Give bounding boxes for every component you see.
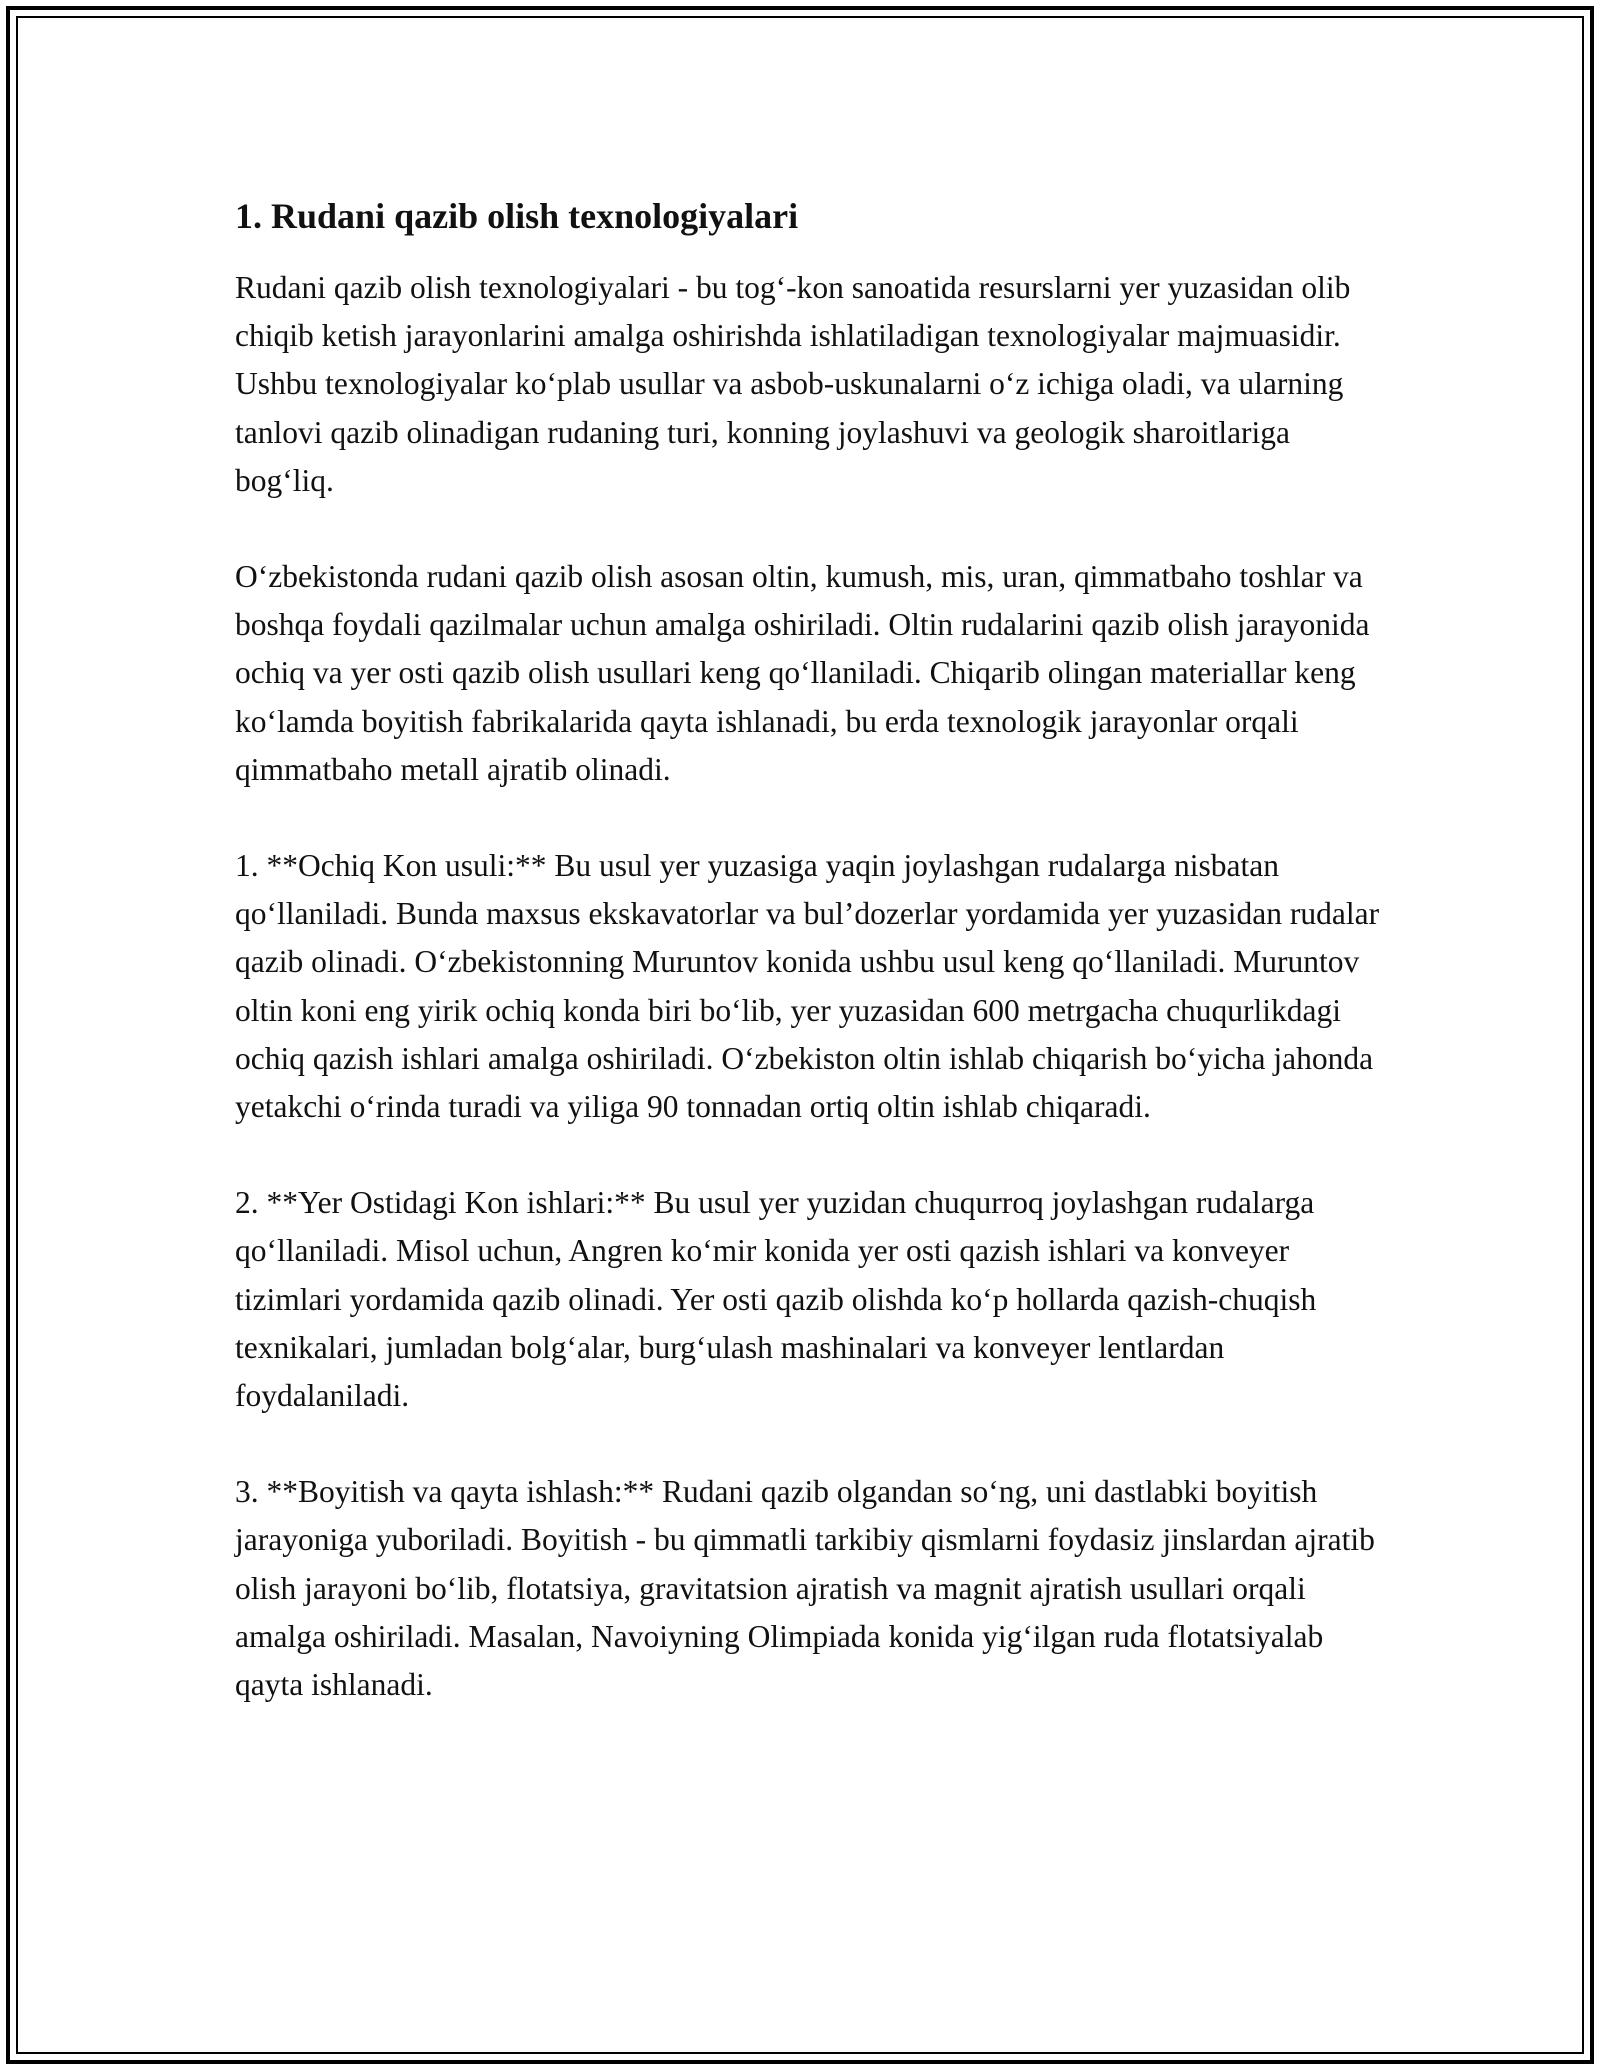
- paragraph-intro: Rudani qazib olish texnologiyalari - bu tog‘-kon sanoatida resurslarni yer yuzasidan olib chiqib ketish jarayonlarini amalga oshirishda ishlatiladigan texnologiyalar majmuasidir. Ushbu texnologiyalar ko‘plab usullar va asbob-uskunalarni o‘z ichiga oladi, va ularning tanlovi qazib olinadigan rudaning turi, konning joylashuvi va geologik sharoitlariga bog‘liq.: [235, 270, 1351, 498]
- document-title: 1. Rudani qazib olish texnologiyalari: [235, 196, 799, 236]
- paragraph-uzbekistan: O‘zbekistonda rudani qazib olish asosan oltin, kumush, mis, uran, qimmatbaho toshlar va boshqa foydali qazilmalar uchun amalga oshiriladi. Oltin rudalarini qazib olish jarayonida ochiq va yer osti qazib olish usullari keng qo‘llaniladi. Chiqarib olingan materiallar keng ko‘lamda boyitish fabrikalarida qayta ishlanadi, bu erda texnologik jarayonlar orqali qimmatbaho metall ajratib olinadi.: [235, 559, 1370, 787]
- paragraph-underground: 2. **Yer Ostidagi Kon ishlari:** Bu usul yer yuzidan chuqurroq joylashgan rudalarga qo‘llaniladi. Misol uchun, Angren ko‘mir konida yer osti qazish ishlari va konveyer tizimlari yordamida qazib olinadi. Yer osti qazib olishda ko‘p hollarda qazish-chuqish texnikalari, jumladan bolg‘alar, burg‘ulash mashinalari va konveyer lentlardan foydalaniladi.: [235, 1185, 1317, 1414]
- paragraph-beneficiation: 3. **Boyitish va qayta ishlash:** Rudani qazib olgandan so‘ng, uni dastlabki boyitish jarayoniga yuboriladi. Boyitish - bu qimmatli tarkibiy qismlarni foydasiz jinslardan ajratib olish jarayoni bo‘lib, flotatsiya, gravitatsion ajratish va magnit ajratish usullari orqali amalga oshiriladi. Masalan, Navoiyning Olimpiada konida yig‘ilgan ruda flotatsiyalab qayta ishlanadi.: [235, 1474, 1375, 1703]
- paragraph-open-pit: 1. **Ochiq Kon usuli:** Bu usul yer yuzasiga yaqin joylashgan rudalarga nisbatan qo‘llaniladi. Bunda maxsus ekskavatorlar va bul’dozerlar yordamida yer yuzasidan rudalar qazib olinadi. O‘zbekistonning Muruntov konida ushbu usul keng qo‘llaniladi. Muruntov oltin koni eng yirik ochiq konda biri bo‘lib, yer yuzasidan 600 metrgacha chuqurlikdagi ochiq qazish ishlari amalga oshiriladi. O‘zbekiston oltin ishlab chiqarish bo‘yicha jahonda yetakchi o‘rinda turadi va yiliga 90 tonnadan ortiq oltin ishlab chiqaradi.: [235, 848, 1380, 1125]
- document-body: [235, 188, 1385, 1757]
